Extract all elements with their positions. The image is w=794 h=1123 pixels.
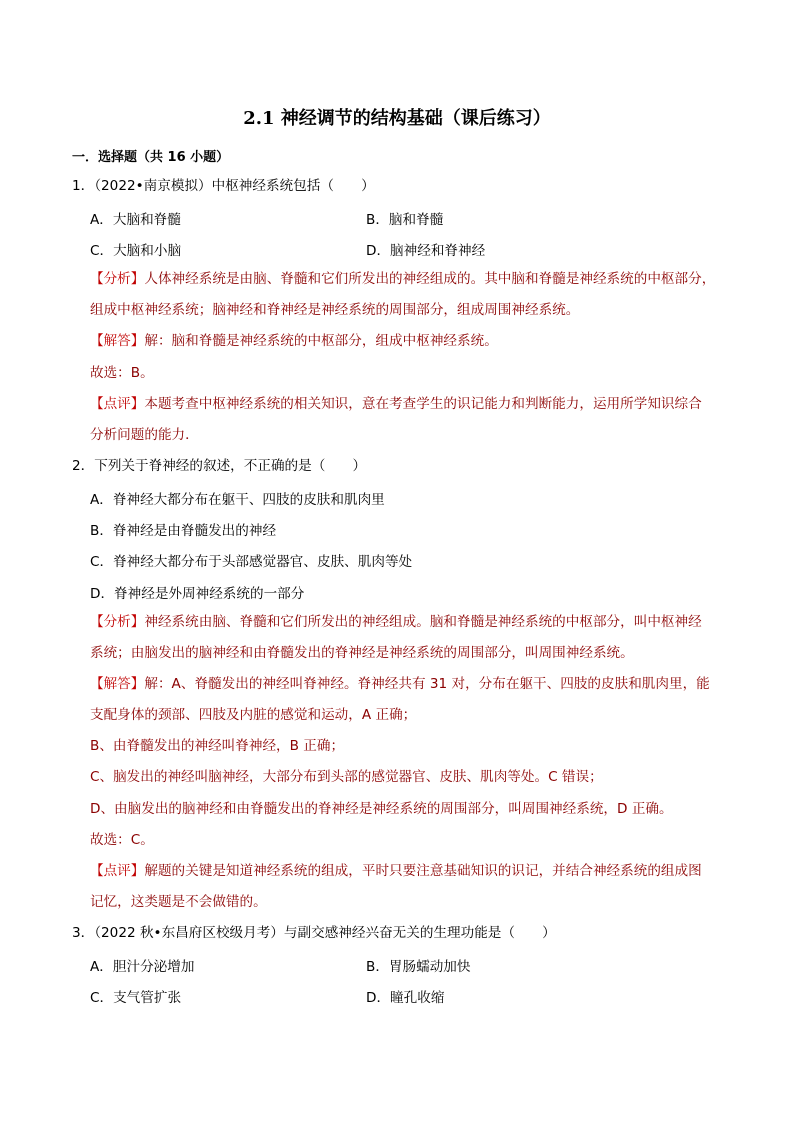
analysis-tag: 【分析】 [90,614,145,630]
q3-option-c: C．支气管扩张 [90,990,182,1006]
q2-answer-line-3: B、由脊髓发出的神经叫脊神经，B 正确； [90,738,345,754]
q2-stem: 2．下列关于脊神经的叙述，不正确的是（ ） [72,458,367,474]
q2-answer-line-1: 【解答】解：A、脊髓发出的神经叫脊神经。脊神经共有 31 对，分布在躯干、四肢的皮肤和肌肉里，能 [90,676,710,692]
q2-option-c: C．脊神经大都分布于头部感觉器官、皮肤、肌肉等处 [90,554,413,570]
q1-comment-line-1: 【点评】本题考查中枢神经系统的相关知识，意在考查学生的识记能力和判断能力，运用所学知识综合 [90,396,702,412]
q1-option-a: A．大脑和脊髓 [90,212,181,228]
q1-option-c: C．大脑和小脑 [90,243,182,259]
q3-stem: 3．（2022 秋•东昌府区校级月考）与副交感神经兴奋无关的生理功能是（ ） [72,925,556,941]
q1-comment-line-2: 分析问题的能力． [90,427,199,443]
q2-option-d: D．脊神经是外周神经系统的一部分 [90,586,305,602]
q2-analysis-line-1: 【分析】神经系统由脑、脊髓和它们所发出的神经组成。脑和脊髓是神经系统的中枢部分，叫中枢神经 [90,614,702,630]
q1-answer-line-1: 【解答】解：脑和脊髓是神经系统的中枢部分，组成中枢神经系统。 [90,333,498,349]
q3-option-a: A．胆汁分泌增加 [90,959,195,975]
q3-option-d: D．瞳孔收缩 [366,990,445,1006]
q1-choice: 故选：B。 [90,365,154,381]
answer-tag: 【解答】 [90,333,145,349]
q2-answer-line-5: D、由脑发出的脑神经和由脊髓发出的脊神经是神经系统的周围部分，叫周围神经系统，D 正确。 [90,801,673,817]
q1-stem: 1．（2022•南京模拟）中枢神经系统包括（ ） [72,178,375,194]
q3-option-b: B．胃肠蠕动加快 [366,959,471,975]
comment-tag: 【点评】 [90,396,145,412]
q2-answer-line-4: C、脑发出的神经叫脑神经，大部分布到头部的感觉器官、皮肤、肌肉等处。C 错误； [90,769,603,785]
q1-analysis-line-1: 【分析】人体神经系统是由脑、脊髓和它们所发出的神经组成的。其中脑和脊髓是神经系统的中枢部分， [90,271,716,287]
q2-option-b: B．脊神经是由脊髓发出的神经 [90,523,277,539]
q2-comment-line-2: 记忆，这类题是不会做错的。 [90,894,267,910]
q2-comment-line-1: 【点评】解题的关键是知道神经系统的组成，平时只要注意基础知识的识记，并结合神经系统的组成图 [90,863,702,879]
q2-analysis-line-2: 系统；由脑发出的脑神经和由脊髓发出的脊神经是神经系统的周围部分，叫周围神经系统。 [90,645,634,661]
q1-option-b: B．脑和脊髓 [366,212,444,228]
q2-option-a: A．脊神经大都分布在躯干、四肢的皮肤和肌肉里 [90,492,385,508]
analysis-tag: 【分析】 [90,271,145,287]
answer-tag: 【解答】 [90,676,145,692]
comment-tag: 【点评】 [90,863,145,879]
q2-answer-line-2: 支配身体的颈部、四肢及内脏的感觉和运动，A 正确； [90,707,417,723]
q2-choice: 故选：C。 [90,832,154,848]
page-title: 2.1 神经调节的结构基础（课后练习） [243,108,551,129]
q1-analysis-line-2: 组成中枢神经系统；脑神经和脊神经是神经系统的周围部分，组成周围神经系统。 [90,302,580,318]
q1-option-d: D．脑神经和脊神经 [366,243,486,259]
section-heading: 一．选择题（共 16 小题） [72,150,230,165]
